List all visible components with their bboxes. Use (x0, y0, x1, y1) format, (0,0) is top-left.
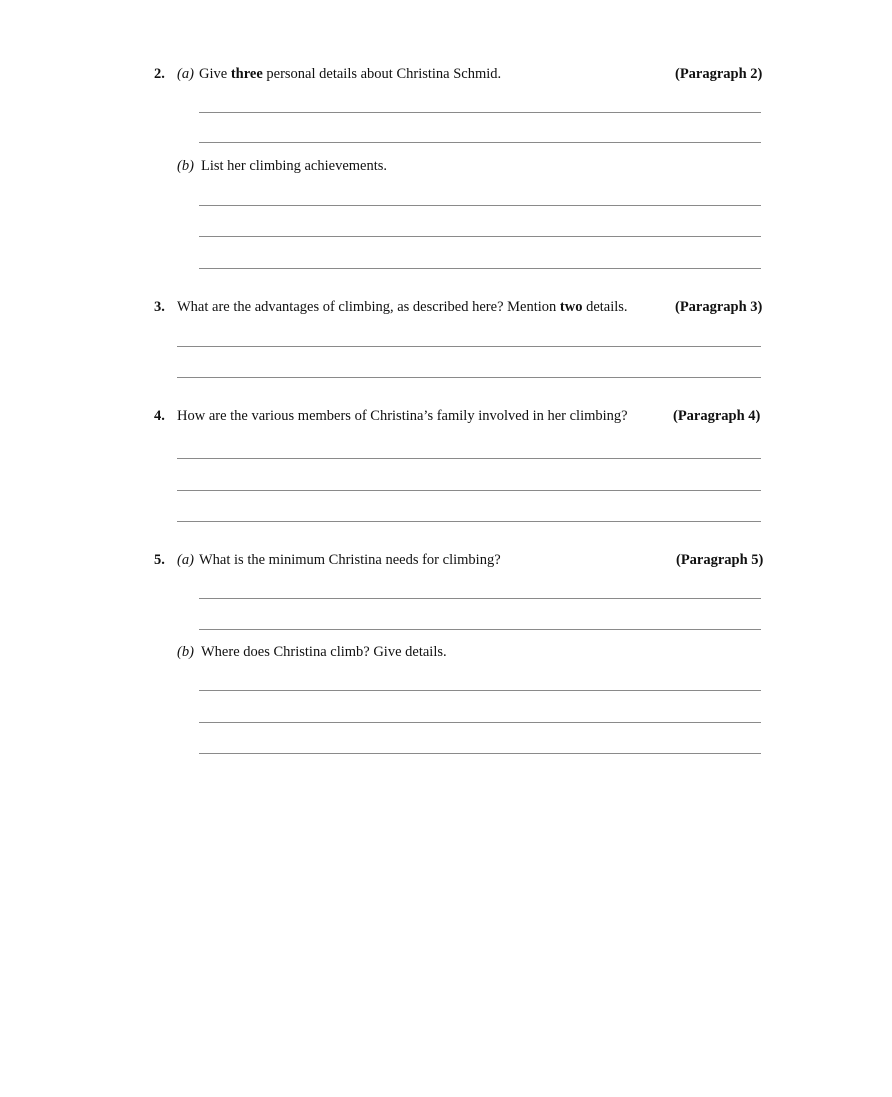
answer-line[interactable] (199, 205, 761, 206)
question-2b-text: List her climbing achievements. (201, 158, 388, 174)
question-2a-text-pre: Give (199, 66, 231, 82)
answer-line[interactable] (177, 458, 761, 459)
question-5b-text: Where does Christina climb? Give details. (201, 644, 447, 660)
answer-line[interactable] (199, 629, 761, 630)
question-3-paragraph-ref: (Paragraph 3) (675, 299, 763, 315)
question-3-text (177, 299, 628, 316)
answer-line[interactable] (177, 490, 761, 491)
question-5a-letter: (a) (177, 552, 194, 568)
answer-line[interactable] (199, 142, 761, 143)
question-5-number: 5. (154, 552, 165, 568)
question-4-paragraph-ref: (Paragraph 4) (673, 408, 761, 424)
question-3-text-bold: two (559, 299, 583, 315)
answer-line[interactable] (177, 521, 761, 522)
answer-line[interactable] (199, 236, 761, 237)
answer-line[interactable] (199, 598, 761, 599)
question-2a-letter: (a) (177, 66, 194, 82)
question-2-number: 2. (154, 66, 165, 82)
answer-line[interactable] (199, 722, 761, 723)
question-3-text-pre: What are the advantages of climbing, as described here? Mention (177, 299, 560, 315)
question-3-text-post: details. (582, 299, 628, 315)
answer-line[interactable] (177, 346, 761, 347)
answer-line[interactable] (199, 268, 761, 269)
answer-line[interactable] (199, 690, 761, 691)
answer-line[interactable] (199, 753, 761, 754)
question-5b-letter: (b) (177, 644, 194, 660)
question-4-number: 4. (154, 408, 165, 424)
answer-line[interactable] (199, 112, 761, 113)
question-2a-text-bold: three (230, 66, 263, 82)
question-5a-text: What is the minimum Christina needs for climbing? (199, 552, 501, 568)
answer-line[interactable] (177, 377, 761, 378)
question-3-number: 3. (154, 299, 165, 315)
question-2a-text-post: personal details about Christina Schmid. (262, 66, 502, 82)
question-5-paragraph-ref: (Paragraph 5) (676, 552, 764, 568)
question-4-text: How are the various members of Christina’s family involved in her climbing? (177, 408, 628, 424)
question-2b-letter: (b) (177, 158, 194, 174)
question-2a-text (199, 66, 501, 83)
question-2-paragraph-ref: (Paragraph 2) (675, 66, 763, 82)
